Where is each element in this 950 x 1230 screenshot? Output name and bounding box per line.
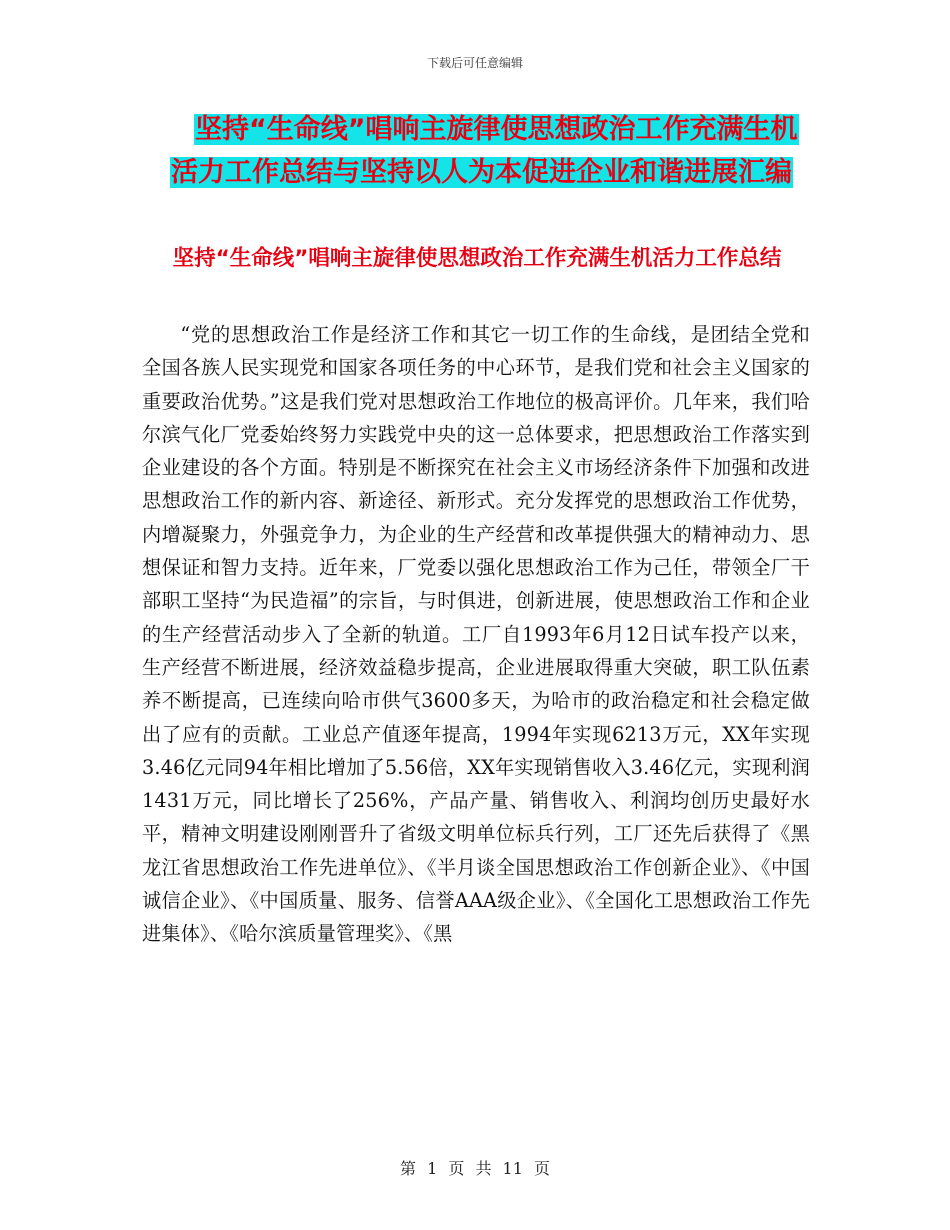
- body-paragraph: “党的思想政治工作是经济工作和其它一切工作的生命线，是团结全党和全国各族人民实现党和国家各项任务的中心环节，是我们党和社会主义国家的重要政治优势。”这是我们党对思想政治工作地位的极高评价。几年来，我们哈尔滨气化厂党委始终努力实践党中央的这一总体要求，把思想政治工作落实到企业建设的各个方面。特别是不断探究在社会主义市场经济条件下加强和改进思想政治工作的新内容、新途径、新形式。充分发挥党的思想政治工作优势，内增凝聚力，外强竞争力，为企业的生产经营和改革提供强大的精神动力、思想保证和智力支持。近年来，厂党委以强化思想政治工作为己任，带领全厂干部职工坚持“为民造福”的宗旨，与时俱进，创新进展，使思想政治工作和企业的生产经营活动步入了全新的轨道。工厂自1993年6月12日试车投产以来，生产经营不断进展，经济效益稳步提高，企业进展取得重大突破，职工队伍素养不断提高，已连续向哈市供气3600多天，为哈市的政治稳定和社会稳定做出了应有的贡献。工业总产值逐年提高，1994年实现6213万元，XX年实现3.46亿元同94年相比增加了5.56倍，XX年实现销售收入3.46亿元，实现利润1431万元，同比增长了256%，产品产量、销售收入、利润均创历史最好水平，精神文明建设刚刚晋升了省级文明单位标兵行列，工厂还先后获得了《黑龙江省思想政治工作先进单位》、《半月谈全国思想政治工作创新企业》、《中国诚信企业》、《中国质量、服务、信誉AAA级企业》、《全国化工思想政治工作先进集体》、《哈尔滨质量管理奖》、《黑: [142, 323, 810, 946]
- section-title: 坚持“生命线”唱响主旋律使思想政治工作充满生机活力工作总结: [172, 246, 782, 271]
- page-number-footer: 第 1 页 共 11 页: [400, 1159, 550, 1178]
- document-title: [170, 108, 810, 194]
- title-line-1: 坚持“生命线”唱响主旋律使思想政治工作充满生机: [195, 114, 798, 145]
- page-header-note: 下载后可任意编辑: [426, 56, 523, 70]
- title-line-2: 活力工作总结与坚持以人为本促进企业和谐进展汇编: [171, 157, 792, 188]
